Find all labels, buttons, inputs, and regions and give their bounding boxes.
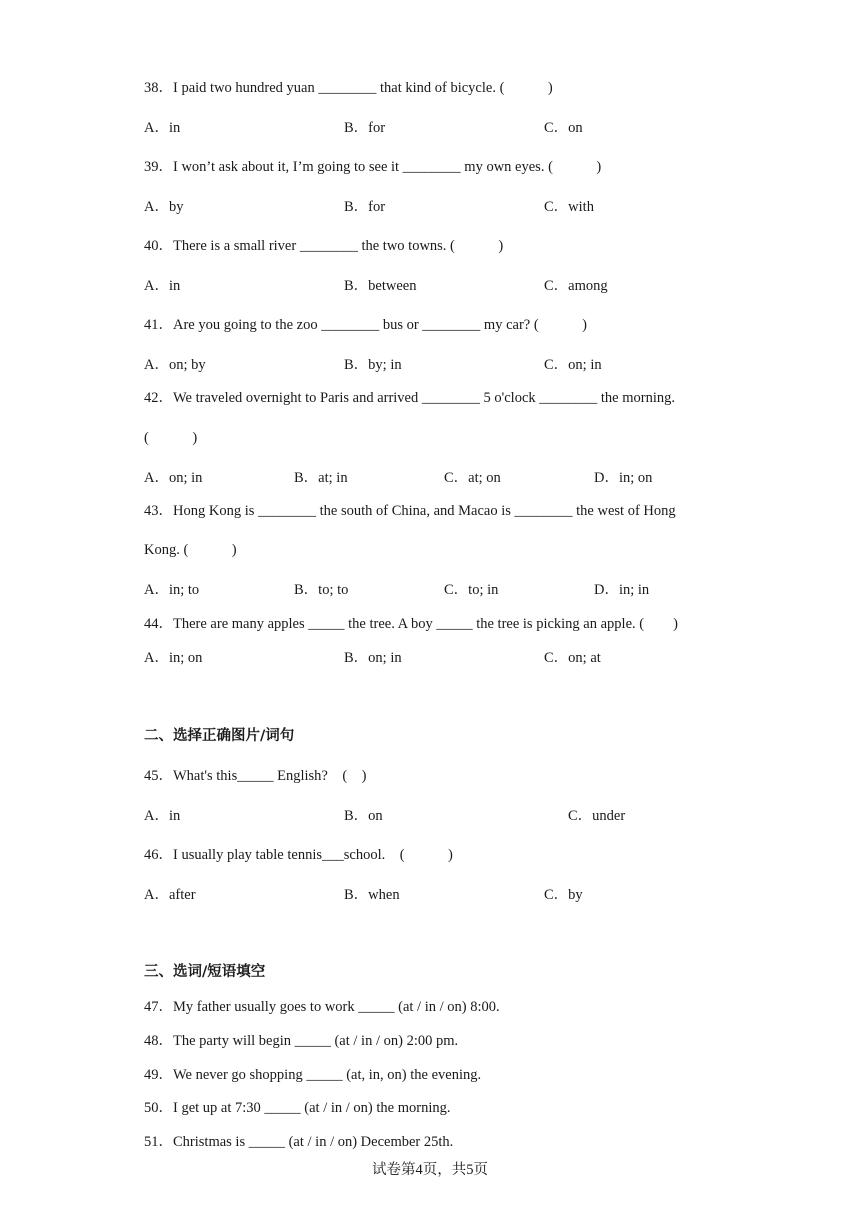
question-42-option-c: C．at; on bbox=[444, 470, 501, 486]
question-38-stem: 38．I paid two hundred yuan ________ that kind of bicycle. ( ) bbox=[144, 80, 553, 96]
question-47: 47．My father usually goes to work _____ (at / in / on) 8:00. bbox=[144, 999, 500, 1015]
question-42-stem: 42．We traveled overnight to Paris and arrived ________ 5 o'clock ________ the morning. bbox=[144, 390, 675, 406]
page-footer: 试卷第4页，共5页 bbox=[372, 1162, 488, 1178]
question-44-option-c: C．on; at bbox=[544, 650, 601, 666]
question-41-stem: 41．Are you going to the zoo ________ bus or ________ my car? ( ) bbox=[144, 317, 587, 333]
question-43-option-d: D．in; in bbox=[594, 582, 650, 598]
question-42-stem-continued: ( ) bbox=[144, 430, 198, 446]
question-44-option-b: B．on; in bbox=[344, 650, 402, 666]
question-38-option-b: B．for bbox=[344, 120, 386, 136]
question-43-option-a: A．in; to bbox=[144, 582, 200, 598]
question-44-option-a: A．in; on bbox=[144, 650, 203, 666]
question-39-option-b: B．for bbox=[344, 199, 386, 215]
question-46-option-a: A．after bbox=[144, 887, 196, 903]
section-3-heading: 三、选词/短语填空 bbox=[144, 964, 266, 980]
question-43-option-b: B．to; to bbox=[294, 582, 349, 598]
question-49: 49．We never go shopping _____ (at, in, on) the evening. bbox=[144, 1067, 482, 1083]
question-48: 48．The party will begin _____ (at / in / on) 2:00 pm. bbox=[144, 1033, 459, 1049]
question-41-option-b: B．by; in bbox=[344, 357, 402, 373]
question-50: 50．I get up at 7:30 _____ (at / in / on) the morning. bbox=[144, 1100, 451, 1116]
question-43-stem: 43．Hong Kong is ________ the south of China, and Macao is ________ the west of Hong bbox=[144, 503, 676, 519]
question-46-option-b: B．when bbox=[344, 887, 400, 903]
question-40-stem: 40．There is a small river ________ the two towns. ( ) bbox=[144, 238, 504, 254]
question-40-option-b: B．between bbox=[344, 278, 417, 294]
question-45-stem: 45．What's this_____ English? ( ) bbox=[144, 768, 367, 784]
question-40-option-a: A．in bbox=[144, 278, 181, 294]
question-38-option-c: C．on bbox=[544, 120, 583, 136]
question-44-stem: 44．There are many apples _____ the tree. A boy _____ the tree is picking an apple. ( ) bbox=[144, 616, 678, 632]
question-42-option-b: B．at; in bbox=[294, 470, 348, 486]
question-46-option-c: C．by bbox=[544, 887, 583, 903]
question-41-option-a: A．on; by bbox=[144, 357, 206, 373]
question-45-option-a: A．in bbox=[144, 808, 181, 824]
question-43-stem-continued: Kong. ( ) bbox=[144, 542, 237, 558]
question-39-stem: 39．I won’t ask about it, I’m going to see it ________ my own eyes. ( ) bbox=[144, 159, 602, 175]
question-46-stem: 46．I usually play table tennis___school. ( ) bbox=[144, 847, 453, 863]
section-2-heading: 二、选择正确图片/词句 bbox=[144, 728, 295, 744]
question-51: 51．Christmas is _____ (at / in / on) December 25th. bbox=[144, 1134, 454, 1150]
question-42-option-a: A．on; in bbox=[144, 470, 203, 486]
question-38-option-a: A．in bbox=[144, 120, 181, 136]
question-45-option-c: C．under bbox=[568, 808, 626, 824]
question-39-option-c: C．with bbox=[544, 199, 594, 215]
question-39-option-a: A．by bbox=[144, 199, 184, 215]
question-42-option-d: D．in; on bbox=[594, 470, 653, 486]
question-43-option-c: C．to; in bbox=[444, 582, 499, 598]
question-41-option-c: C．on; in bbox=[544, 357, 602, 373]
question-40-option-c: C．among bbox=[544, 278, 608, 294]
question-45-option-b: B．on bbox=[344, 808, 383, 824]
